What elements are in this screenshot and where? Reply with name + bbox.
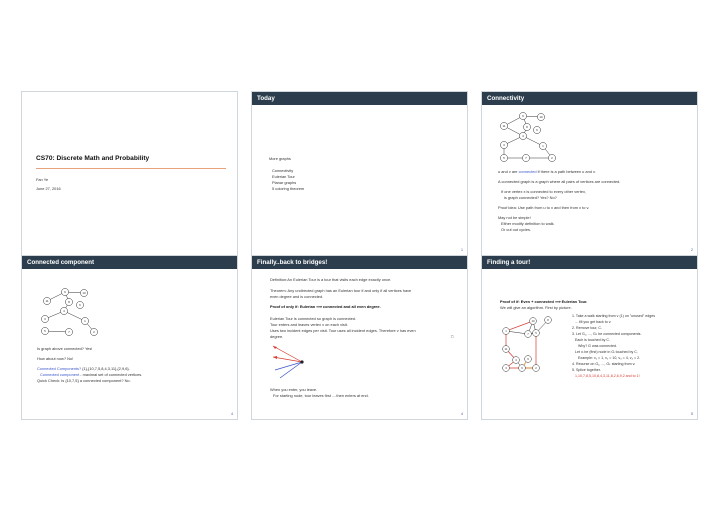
node-label: 11 <box>504 347 508 351</box>
presentation-date: June 27, 2016 <box>36 186 61 191</box>
node-label: 10 <box>539 115 543 119</box>
node-label: 1 <box>505 329 507 333</box>
agenda-item: Planar graphs <box>272 180 297 185</box>
tour-graph-diagram <box>500 313 570 383</box>
node-label: 9 <box>522 114 524 118</box>
page-number: 1 <box>461 248 463 252</box>
node-label: 2 <box>93 330 95 334</box>
node-label: 10 <box>531 319 535 323</box>
node-label: 10 <box>82 291 86 295</box>
graph-diagram <box>22 269 238 344</box>
node-label: 3 <box>503 143 505 147</box>
note-line: Either modify definition to walk. <box>501 221 555 226</box>
node-label: 2 <box>535 366 537 370</box>
node-label: 7 <box>525 156 527 160</box>
algorithm-step: 3. Let G₁, ..., Gₖ be connected components. <box>572 332 642 336</box>
proof-line: degree. <box>270 334 284 339</box>
slide-header: Connectivity <box>482 92 697 105</box>
algorithm-step: Let vᵢ be (first) node in Gᵢ touched by C. <box>575 350 638 354</box>
slide-today <box>251 91 468 256</box>
slide-header: Finding a tour! <box>482 256 697 269</box>
node-label: 1 <box>542 144 544 148</box>
node-label: 4 <box>515 358 517 362</box>
node-label: 8 <box>547 318 549 322</box>
theorem-line: even degree and is connected. <box>270 294 324 299</box>
page-number: 2 <box>691 248 693 252</box>
author-name: Fan Ye <box>36 177 49 182</box>
node-label: 9 <box>64 290 66 294</box>
node-label: 11 <box>45 299 49 303</box>
graph-nodes <box>500 112 555 161</box>
proof-heading: Proof of only if: Eulerian ⟹ connected and all even degree. <box>270 304 381 309</box>
node-label: 5 <box>535 331 537 335</box>
slide-connected-component <box>21 255 238 420</box>
proof-intro: We will give an algorithm. First by picture. <box>500 305 572 310</box>
graph-nodes <box>41 288 97 335</box>
node-label: 4 <box>522 134 524 138</box>
agenda-item: More graphs <box>269 156 291 161</box>
qed-symbol: □ <box>451 334 454 339</box>
slide-connectivity <box>481 91 698 256</box>
splice-sequence: 1,10,7,8,5,10,8,4,3,11,8,2,6,9,2 and to 1! <box>575 374 640 378</box>
node-label: 3 <box>44 317 46 321</box>
graph-nodes <box>503 317 552 372</box>
proof-line: For starting node, tour leaves first ....then enters at end. <box>273 393 369 398</box>
slide-header: Today <box>252 92 467 105</box>
definition-component: Connected component - maximal set of connected vertices. <box>40 372 143 377</box>
components-line: Connected Components? {1},{10,7,5,8,4,3,11},{2,9,6}. <box>37 366 130 371</box>
note-line: Or cut out cycles. <box>501 227 532 232</box>
node-label: 6 <box>79 303 81 307</box>
definition-connected: u and v are connected if there is a path between u and v. <box>498 169 596 174</box>
node-label: 8 <box>526 125 528 129</box>
node-label: 5 <box>44 329 46 333</box>
page-number: 5 <box>691 412 693 416</box>
question-line: How about now? No! <box>37 356 74 361</box>
question-line: Is graph above connected? Yes! <box>37 346 93 351</box>
algorithm-step: Each is touched by C. <box>575 338 610 342</box>
title-rule <box>36 168 226 169</box>
page-number: 4 <box>231 412 233 416</box>
node-label: 3 <box>505 366 507 370</box>
definition-eulerian: Definition:An Eulerian Tour is a tour that visits each edge exactly once. <box>270 277 392 282</box>
node-label: 7 <box>527 332 529 336</box>
node-label: 7 <box>68 330 70 334</box>
algorithm-step: 2. Remove tour, C. <box>572 326 602 330</box>
vertex-edge-diagram <box>270 344 330 384</box>
node-label: 9 <box>527 357 529 361</box>
node-label: 4 <box>63 309 65 313</box>
algorithm-step: 1. Take a walk starting from v (1) on "unused" edges <box>572 314 655 318</box>
slide-bridges <box>251 255 468 420</box>
note-line: May not be simple! <box>498 215 531 220</box>
question-line: is graph connected? Yes? No? <box>504 195 557 200</box>
node-label: 8 <box>68 300 70 304</box>
node-label: 5 <box>503 156 505 160</box>
slide-header: Connected component <box>22 256 237 269</box>
agenda-item: Connectivity <box>272 168 294 173</box>
algorithm-step: 4. Recurse on G₁, ..., Gₖ starting from vᵢ <box>572 362 636 366</box>
algorithm-step: Example: v₁ = 1, v₂ = 10, v₃ = 4, v₄ = 2. <box>578 356 641 360</box>
algorithm-step: Why? G was connected. <box>578 344 617 348</box>
slide-title <box>21 91 238 256</box>
node-label: 6 <box>521 366 523 370</box>
page-number: 4 <box>461 412 463 416</box>
agenda-item: 5 coloring theorem <box>272 186 305 191</box>
quick-check: Quick Check: Is {10,7,5} a connected component? No. <box>37 378 131 383</box>
node-label: 11 <box>502 124 506 128</box>
node-label: 1 <box>84 319 86 323</box>
algorithm-step: ... till you get back to v. <box>575 320 612 324</box>
question-line: If one vertex x is connected to every other vertex, <box>501 189 586 194</box>
slide-finding-tour <box>481 255 698 420</box>
proof-line: Tour enters and leaves vertex v on each visit. <box>270 322 348 327</box>
proof-idea: Proof idea: Use path from u to x and then from x to v. <box>498 205 590 210</box>
slide-header: Finally..back to bridges! <box>252 256 467 269</box>
proof-line: When you enter, you leave. <box>270 387 318 392</box>
definition-connected-graph: A connected graph is a graph where all pairs of vertices are connected. <box>498 179 621 184</box>
node-label: 6 <box>536 128 538 132</box>
node-label: 2 <box>551 156 553 160</box>
proof-line: Uses two incident edges per visit. Tour uses all incident edges. Therefore v has even <box>270 328 416 333</box>
proof-heading: Proof of if: Even + connected ⟹ Eulerian Tour. <box>500 299 588 304</box>
agenda-item: Eulerian Tour <box>272 174 295 179</box>
proof-line: Eulerian Tour is connected so graph is connected. <box>270 316 357 321</box>
algorithm-step: 5. Splice together. <box>572 368 601 372</box>
presentation-title: CS70: Discrete Math and Probability <box>36 155 150 162</box>
theorem-line: Theorem: Any undirected graph has an Eulerian tour if and only if all vertices have <box>270 288 412 293</box>
